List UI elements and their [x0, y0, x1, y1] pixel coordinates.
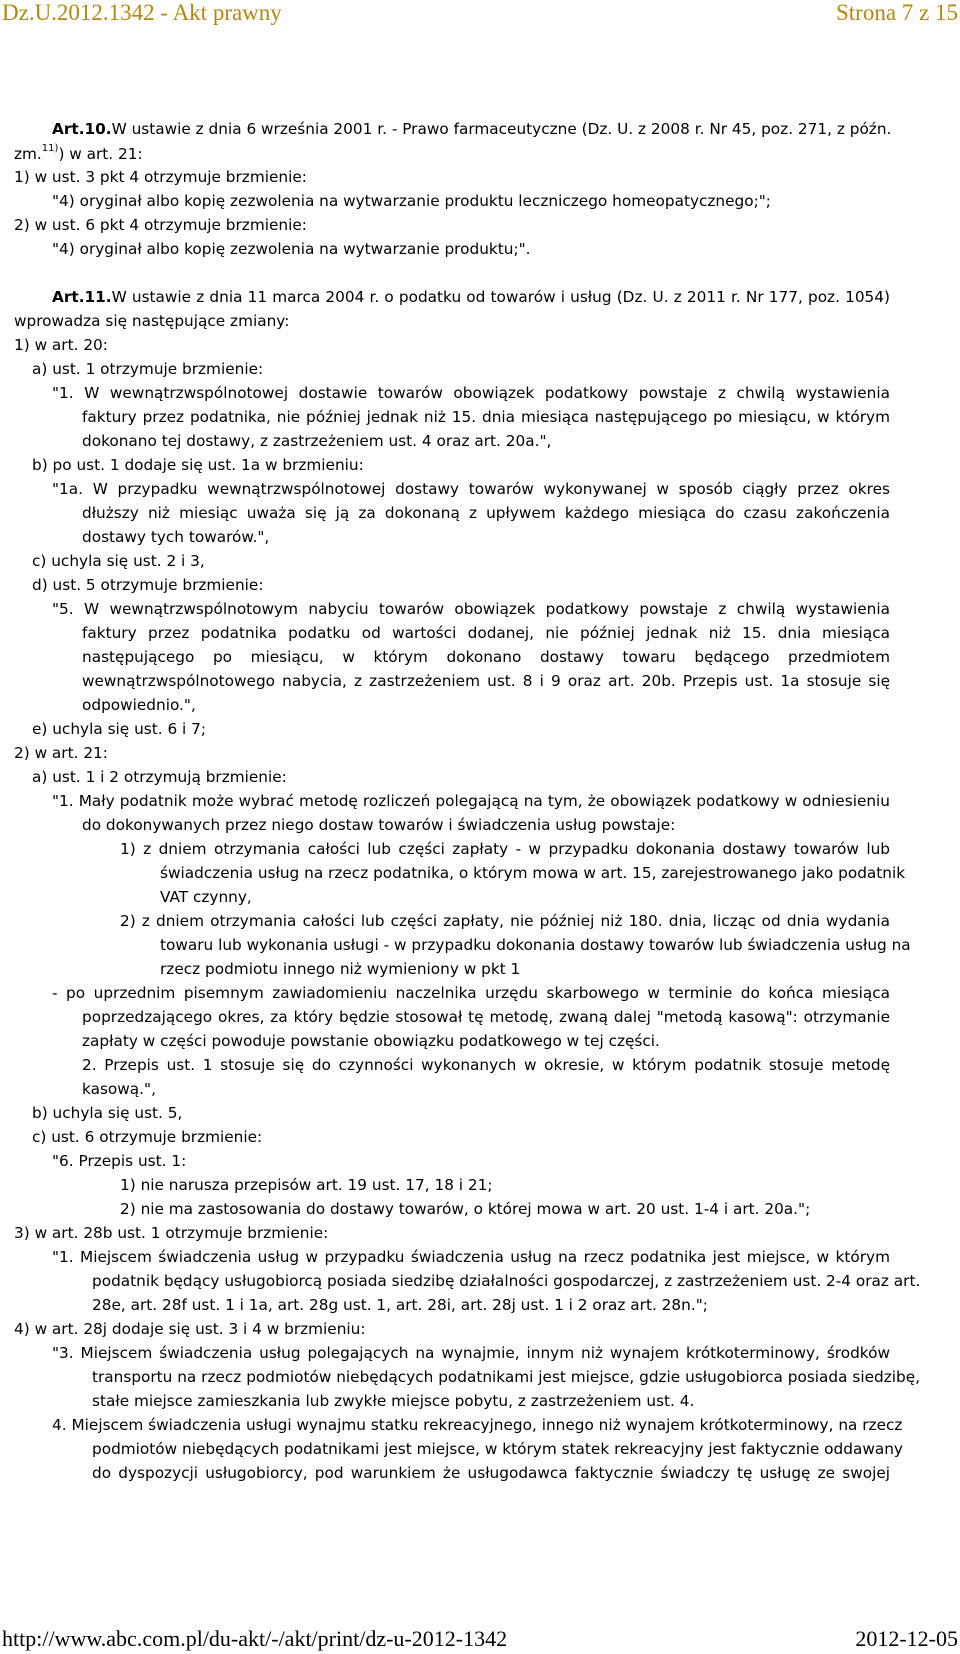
- art11-line-9: "1a. W przypadku wewnątrzwspólnotowej dostawy towarów wykonywanej w sposób ciągły przez okres: [52, 480, 890, 498]
- art11-line-21: a) ust. 1 i 2 otrzymują brzmienie:: [32, 768, 287, 786]
- page-footer: [2, 1626, 958, 1652]
- art11-line-7: dokonano tej dostawy, z zastrzeżeniem ust. 4 oraz art. 20a.",: [82, 432, 552, 450]
- article-label: Art.10.: [52, 120, 112, 138]
- art11-line-49: podmiotów niebędących podatnikami jest miejsce, w którym statek rekreacyjny jest faktycznie oddawany: [92, 1440, 903, 1458]
- print-date: 2012-12-05: [855, 1626, 958, 1651]
- art10-quote-1: "4) oryginał albo kopię zezwolenia na wytwarzanie produktu leczniczego homeopatycznego;";: [52, 192, 771, 210]
- art11-line-27: 2) z dniem otrzymania całości lub części zapłaty, nie później niż 180. dnia, licząc od dnia wydania: [120, 912, 890, 930]
- art11-line-10: dłuższy niż miesiąc uważa się ją za dokonaną z upływem każdego miesiąca do czasu zakończenia: [82, 504, 890, 522]
- art11-line-25: świadczenia usług na rzecz podatnika, o którym mowa w art. 15, zarejestrowanego jako podatnik: [160, 864, 906, 882]
- art10-item-1: 1) w ust. 3 pkt 4 otrzymuje brzmienie:: [14, 168, 307, 186]
- art11-line-39: 2) nie ma zastosowania do dostawy towarów, o której mowa w art. 20 ust. 1-4 i art. 20a.";: [120, 1200, 811, 1218]
- art11-line-24: 1) z dniem otrzymania całości lub części zapłaty - w przypadku dokonania dostawy towarów lub: [120, 840, 890, 858]
- art11-line-13: d) ust. 5 otrzymuje brzmienie:: [32, 576, 264, 594]
- art10-quote-2: "4) oryginał albo kopię zezwolenia na wytwarzanie produktu;".: [52, 240, 531, 258]
- art11-line-48: 4. Miejscem świadczenia usługi wynajmu statku rekreacyjnego, innego niż wynajem krótkoterminowy, na rzecz: [52, 1416, 903, 1434]
- art11-line-45: "3. Miejscem świadczenia usług polegających na wynajmie, innym niż wynajem krótkoterminowy, środków: [52, 1344, 890, 1362]
- footnote-ref: 11): [41, 142, 59, 154]
- art11-line-15: faktury przez podatnika podatku od wartości dodanej, nie później jednak niż 15. dnia miesiąca: [82, 624, 890, 642]
- art10-item-2: 2) w ust. 6 pkt 4 otrzymuje brzmienie:: [14, 216, 307, 234]
- art11-line-40: 3) w art. 28b ust. 1 otrzymuje brzmienie:: [14, 1224, 329, 1242]
- art11-line-32: zapłaty w części powoduje powstanie obowiązku podatkowego w tej części.: [82, 1032, 660, 1050]
- art11-line-11: dostawy tych towarów.",: [82, 528, 270, 546]
- source-url: http://www.abc.com.pl/du-akt/-/akt/print/dz-u-2012-1342: [2, 1626, 508, 1651]
- art10-line-1: Art.10.W ustawie z dnia 6 września 2001 r. - Prawo farmaceutyczne (Dz. U. z 2008 r. Nr 45, poz. 271, z późn.: [52, 120, 892, 138]
- art11-line-23: do dokonywanych przez niego dostaw towarów i świadczenia usług powstaje:: [82, 816, 676, 834]
- art11-line-33: 2. Przepis ust. 1 stosuje się do czynności wykonanych w okresie, w którym podatnik stosuje metodę: [82, 1056, 890, 1074]
- art11-line-31: poprzedzającego okres, za który będzie stosował tę metodę, zwaną dalej "metodą kasową": otrzymanie: [82, 1008, 890, 1026]
- art11-line-19: e) uchyla się ust. 6 i 7;: [32, 720, 207, 738]
- page-header: [2, 0, 958, 26]
- page-number: Strona 7 z 15: [835, 0, 958, 25]
- art11-line-6: faktury przez podatnika, nie później jednak niż 15. dnia miesiąca następującego po miesiącu, w którym: [82, 408, 890, 426]
- art11-line-37: "6. Przepis ust. 1:: [52, 1152, 187, 1170]
- art11-line-16: następującego po miesiącu, w którym dokonano dostawy towaru będącego przedmiotem: [82, 648, 890, 666]
- art11-line-3: 1) w art. 20:: [14, 336, 108, 354]
- art11-line-22: "1. Mały podatnik może wybrać metodę rozliczeń polegającą na tym, że obowiązek podatkowy w odniesieniu: [52, 792, 890, 810]
- art11-line-12: c) uchyla się ust. 2 i 3,: [32, 552, 205, 570]
- art11-line-46: transportu na rzecz podmiotów niebędących podatnikami jest miejsce, gdzie usługobiorca posiada siedzibę,: [92, 1368, 920, 1386]
- document-title: Dz.U.2012.1342 - Akt prawny: [2, 0, 282, 25]
- art11-line-17: wewnątrzwspólnotowego nabycia, z zastrzeżeniem ust. 8 i 9 oraz art. 20b. Przepis ust. 1a stosuje się: [82, 672, 890, 690]
- art10-line-2: zm.$^{11)}$) w art. 21:: [14, 142, 143, 163]
- art11-line-41: "1. Miejscem świadczenia usług w przypadku świadczenia usług na rzecz podatnika jest miejsce, w którym: [52, 1248, 890, 1266]
- art11-line-44: 4) w art. 28j dodaje się ust. 3 i 4 w brzmieniu:: [14, 1320, 366, 1338]
- art11-line-1: Art.11.W ustawie z dnia 11 marca 2004 r. o podatku od towarów i usług (Dz. U. z 2011 r. Nr 177, poz. 1054): [52, 288, 890, 306]
- art11-line-2: wprowadza się następujące zmiany:: [14, 312, 290, 330]
- art11-line-38: 1) nie narusza przepisów art. 19 ust. 17, 18 i 21;: [120, 1176, 493, 1194]
- art11-line-30: - po uprzednim pisemnym zawiadomieniu naczelnika urzędu skarbowego w terminie do końca miesiąca: [52, 984, 890, 1002]
- art11-line-14: "5. W wewnątrzwspólnotowym nabyciu towarów obowiązek podatkowy powstaje z chwilą wystawienia: [52, 600, 890, 618]
- art11-line-28: towaru lub wykonania usługi - w przypadku dokonania dostawy towarów lub świadczenia usług na: [160, 936, 911, 954]
- art11-line-35: b) uchyla się ust. 5,: [32, 1104, 183, 1122]
- article-label: Art.11.: [52, 288, 112, 306]
- art11-line-50: do dyspozycji usługobiorcy, pod warunkiem że usługodawca faktycznie świadczy tę usługę ze swojej: [92, 1464, 890, 1482]
- art11-line-34: kasową.",: [82, 1080, 156, 1098]
- art11-line-8: b) po ust. 1 dodaje się ust. 1a w brzmieniu:: [32, 456, 364, 474]
- art11-line-29: rzecz podmiotu innego niż wymieniony w pkt 1: [160, 960, 521, 978]
- art11-line-43: 28e, art. 28f ust. 1 i 1a, art. 28g ust. 1, art. 28i, art. 28j ust. 1 i 2 oraz art. 28n.";: [92, 1296, 708, 1314]
- art11-line-26: VAT czynny,: [160, 888, 252, 906]
- art11-line-47: stałe miejsce zamieszkania lub zwykłe miejsce pobytu, z zastrzeżeniem ust. 4.: [92, 1392, 695, 1410]
- art11-line-42: podatnik będący usługobiorcą posiada siedzibę działalności gospodarczej, z zastrzeżeniem ust. 2-4 oraz art.: [92, 1272, 921, 1290]
- art11-line-5: "1. W wewnątrzwspólnotowej dostawie towarów obowiązek podatkowy powstaje z chwilą wystawienia: [52, 384, 890, 402]
- art11-line-4: a) ust. 1 otrzymuje brzmienie:: [32, 360, 264, 378]
- art11-line-20: 2) w art. 21:: [14, 744, 108, 762]
- art11-line-36: c) ust. 6 otrzymuje brzmienie:: [32, 1128, 263, 1146]
- art11-line-18: odpowiednio.",: [82, 696, 196, 714]
